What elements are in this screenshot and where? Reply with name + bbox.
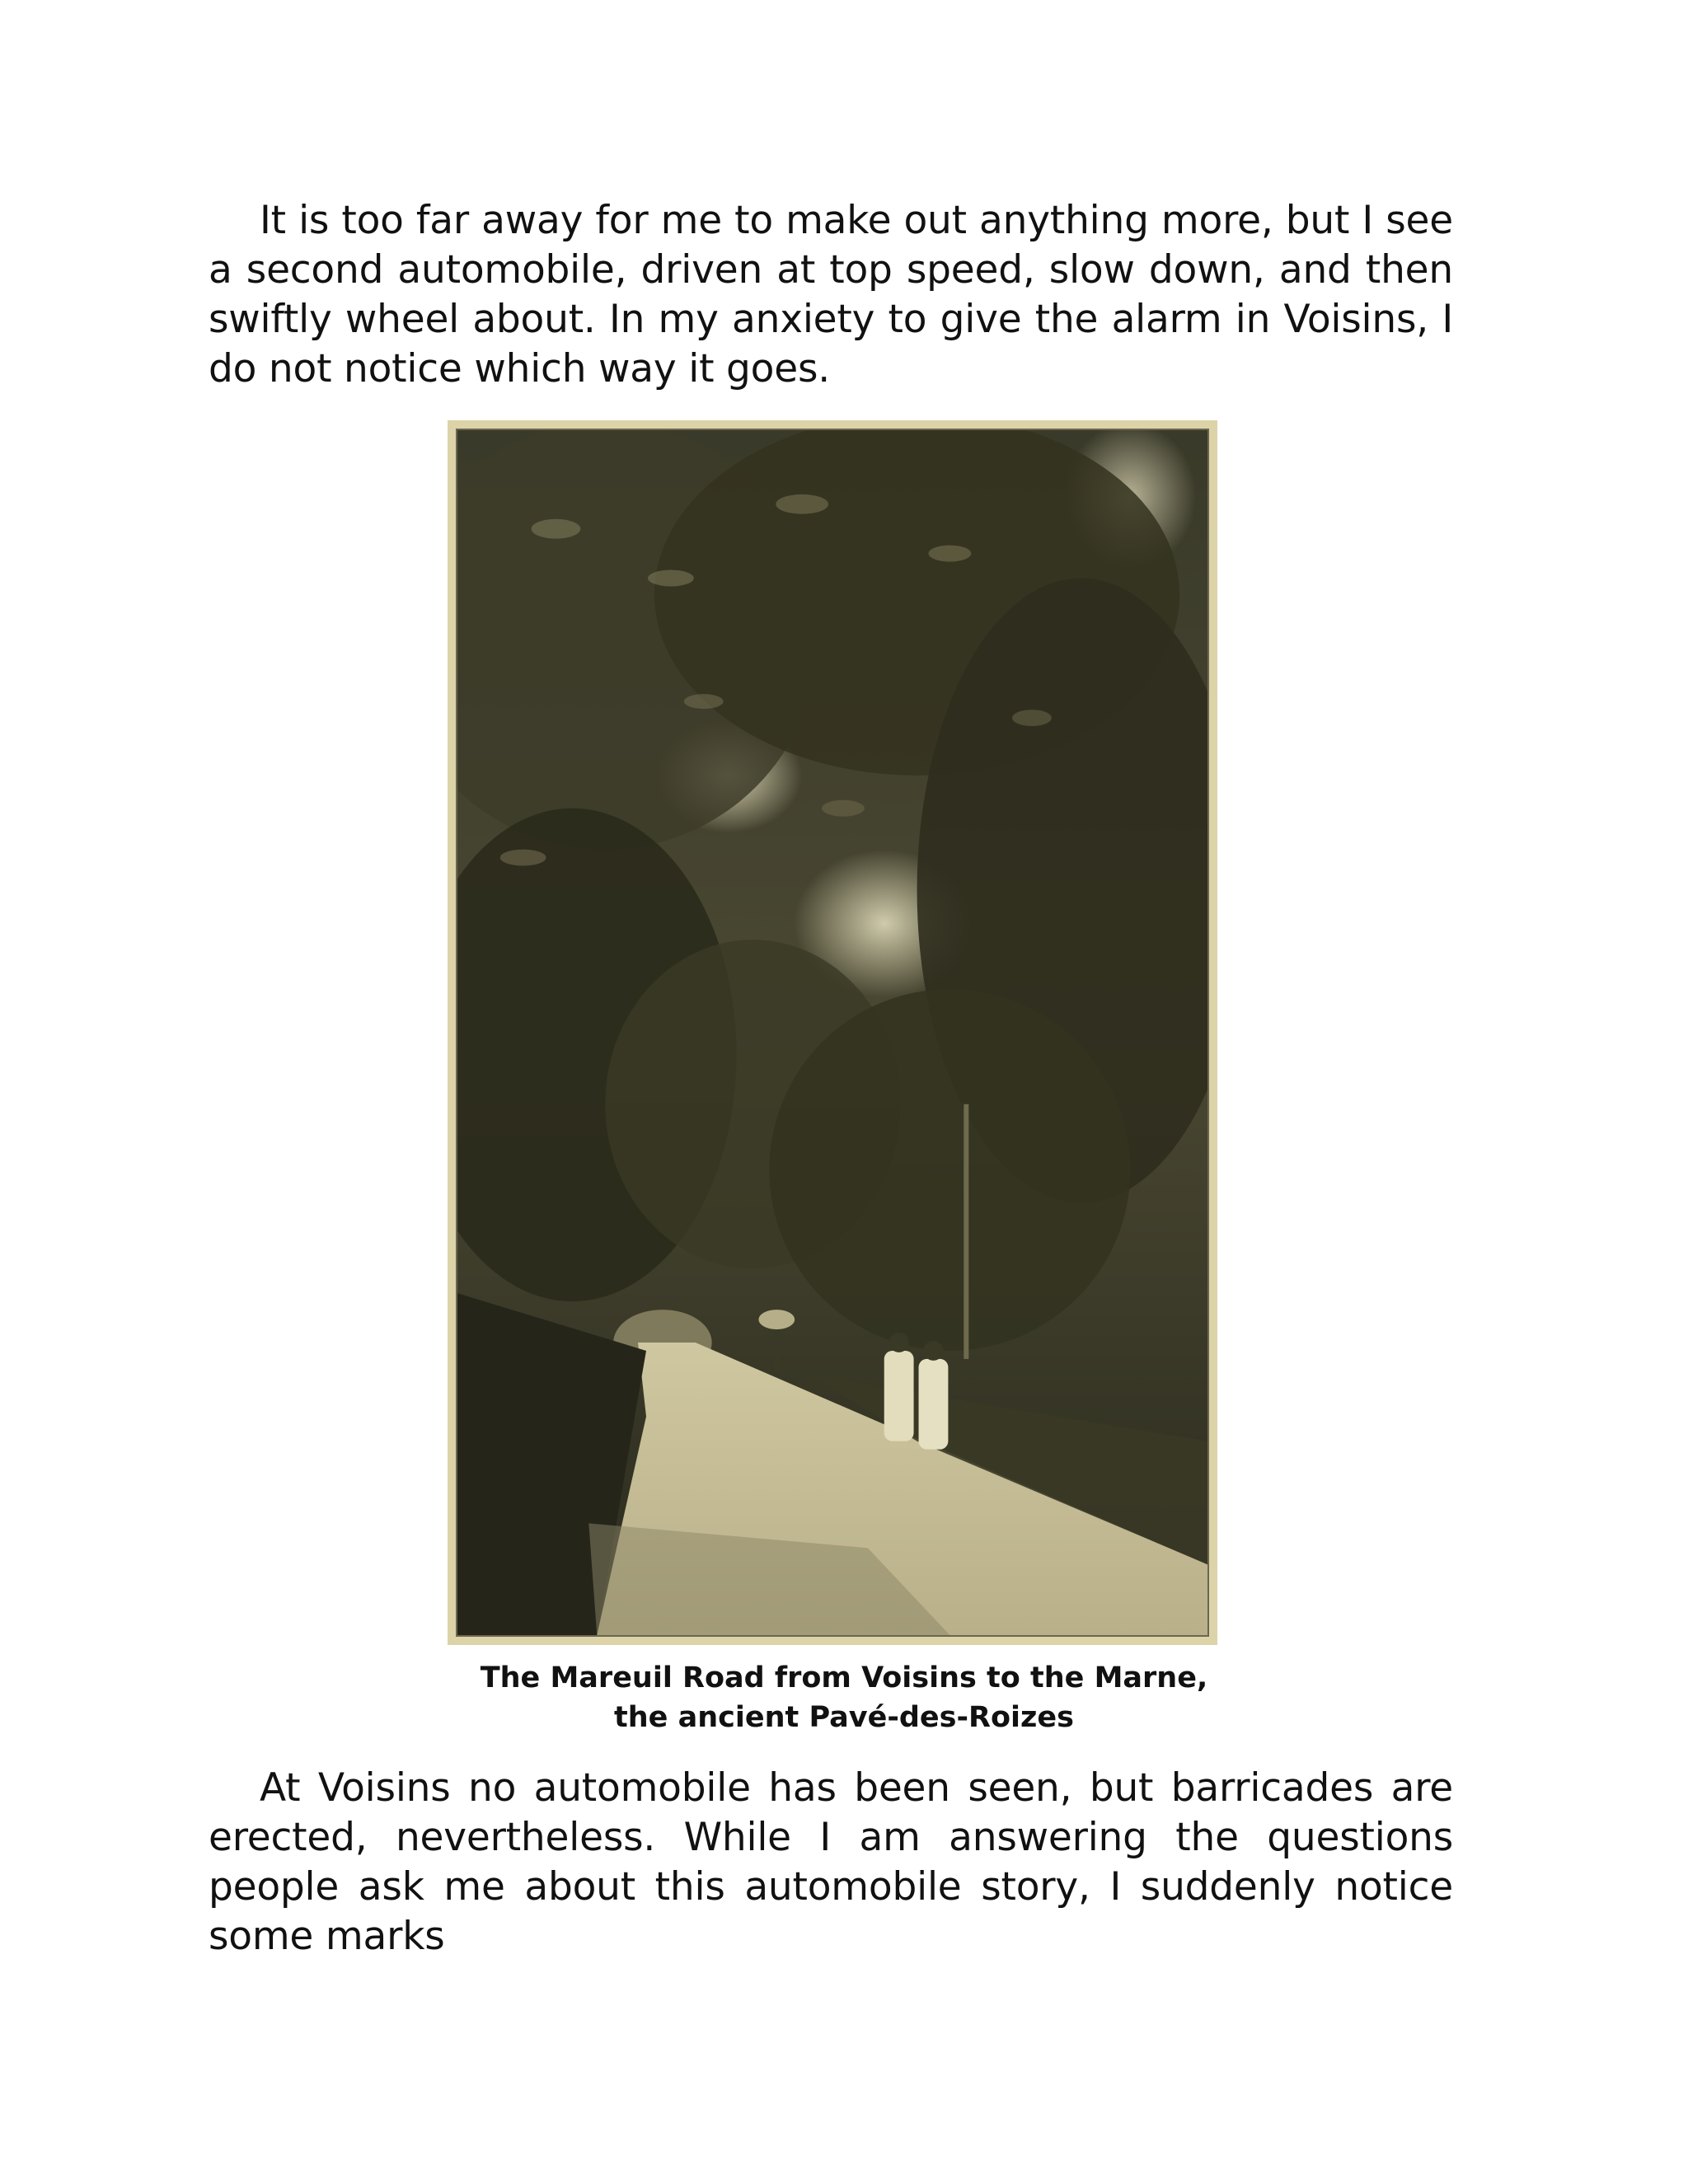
- road-photograph: [456, 429, 1209, 1637]
- paragraph-voisins-barricades: At Voisins no automobile has been seen, but barricades are erected, nevertheless. While I am answering the questions people ask me about this automobile story, I suddenly notice some marks: [209, 1765, 1453, 1959]
- figure-caption-line-2: the ancient Pavé-des-Roizes: [614, 1701, 1074, 1734]
- tree-lined-road-image: [457, 430, 1207, 1635]
- figure-caption-line-1: The Mareuil Road from Voisins to the Marne,: [480, 1661, 1208, 1694]
- figure-mareuil-road: [448, 420, 1217, 1645]
- paragraph-automobile-sighting: It is too far away for me to make out anything more, but I see a second automobile, driven at top speed, slow down, and then swiftly wheel about. In my anxiety to give the alarm in Voisins, I do not notice which way it goes.: [209, 198, 1453, 391]
